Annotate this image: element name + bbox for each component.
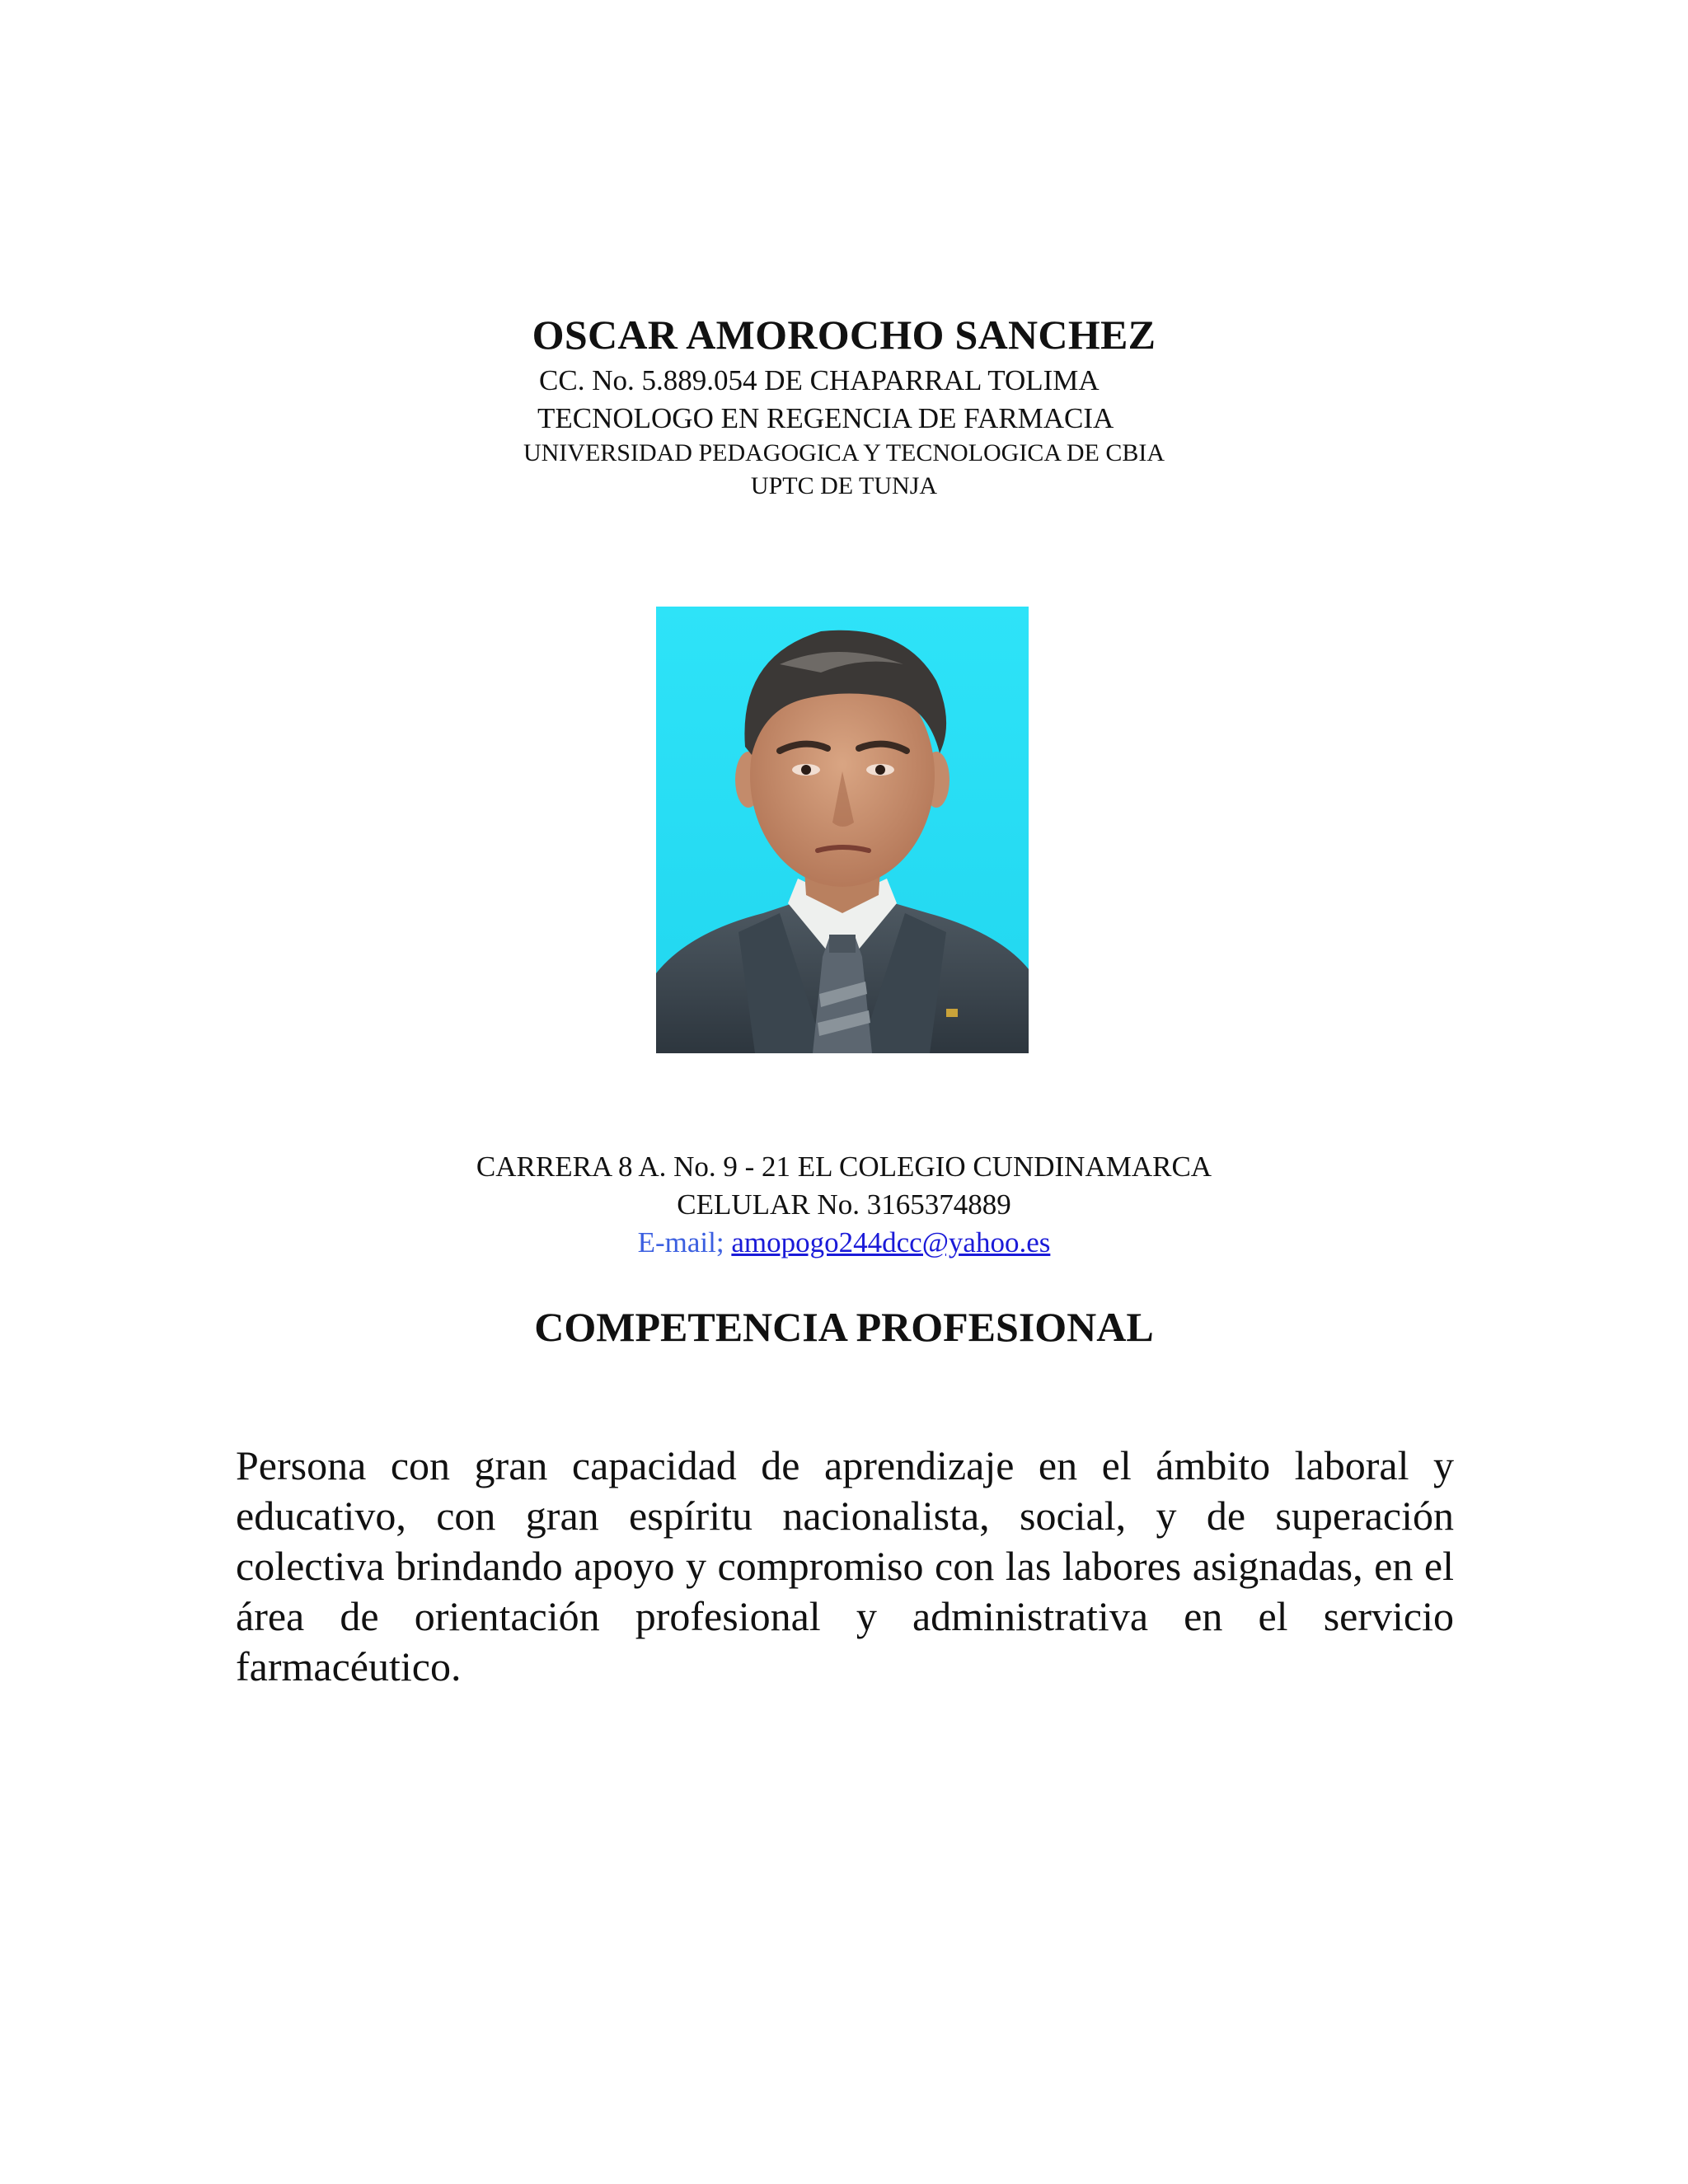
- id-document-line: CC. No. 5.889.054 DE CHAPARRAL TOLIMA: [539, 364, 1100, 396]
- email-line: [0, 1225, 1688, 1261]
- email-link[interactable]: amopogo244dcc@yahoo.es: [731, 1226, 1051, 1258]
- person-portrait-icon: [656, 607, 1029, 1053]
- profession-title: TECNOLOGO EN REGENCIA DE FARMACIA: [537, 402, 1114, 434]
- postal-address: CARRERA 8 A. No. 9 - 21 EL COLEGIO CUNDINAMARCA: [476, 1151, 1212, 1183]
- candidate-name: OSCAR AMOROCHO SANCHEZ: [532, 312, 1156, 358]
- email-label: E-mail;: [637, 1226, 724, 1258]
- university-city: UPTC DE TUNJA: [750, 472, 938, 499]
- phone-number: CELULAR No. 3165374889: [677, 1188, 1011, 1221]
- university-name: UNIVERSIDAD PEDAGOGICA Y TECNOLOGICA DE CBIA: [523, 439, 1165, 466]
- profile-paragraph: Persona con gran capacidad de aprendizaje en el ámbito laboral y educativo, con gran espíritu nacionalista, social, y de superación colectiva brindando apoyo y compromiso con las labores asignadas, en el área de orientación profesional y administrativa en el servicio farmacéutico.: [236, 1442, 1454, 1690]
- section-heading: COMPETENCIA PROFESIONAL: [534, 1304, 1154, 1350]
